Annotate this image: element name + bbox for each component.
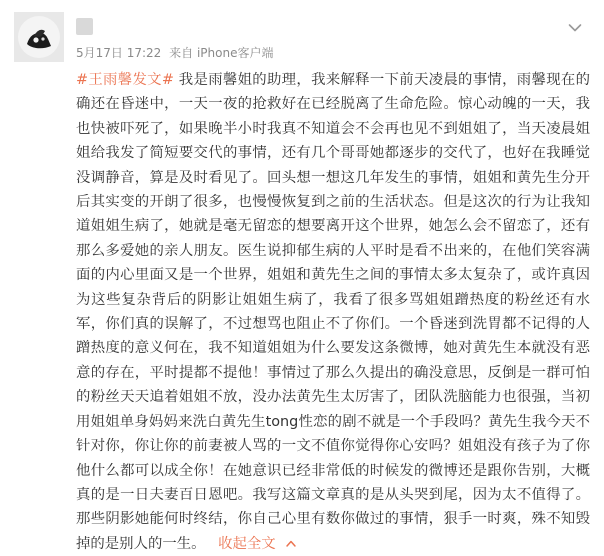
username-redacted[interactable] — [76, 18, 93, 35]
collapse-label: 收起全文 — [218, 535, 276, 552]
post-body: 我是雨馨姐的助理，我来解释一下前天凌晨的事情，雨馨现在的确还在昏迷中，一天一夜的抢救好在已经脱离了生命危险。惊心动魄的一天，我也快被吓死了，如果晚半小时我真不知道会不会再也见不到姐姐了，当天凌晨姐姐给我发了简短要交代的事情，还有几个哥哥她都逐步的交代了，也好在我睡觉没调静音，算是及时看见了。回头想一想这几年发生的事情，姐姐和黄先生分开后其实变的开朗了很多，也慢慢恢复到之前的生活状态。但是这次的行为让我知道姐姐生病了，她就是毫无留恋的想要离开这个世界，她怎么会不留恋了，还有那么多爱她的亲人朋友。医生说抑郁生病的人平时是看不出来的，在他们笑容满面的内心里面又是一个世界，姐姐和黄先生之间的事情太多太复杂了，或许真因为这些复杂背后的阴影让姐姐生病了，我看了很多骂姐姐蹭热度的粉丝还有水军，你们真的误解了，不过想骂也阻止不了你们。一个昏迷到洗胃都不记得的人蹭热度的意义何在，我不知道姐姐为什么要发这条微博，她对黄先生本就没有恶意的存在，平时提都不提他！事情过了那么久提出的确没意思，反倒是一群可怕的粉丝天天追着姐姐不放，没办法黄先生太厉害了，团队洗脑能力也很强，当初用姐姐单身妈妈来洗白黄先生tong性恋的剧不就是一个手段吗？黄先生我今天不针对你，你让你的前妻被人骂的一文不值你觉得你心安吗？姐姐没有孩子为了你他什么都可以成全你！在她意识已经非常低的时候发的微博还是跟你告别，大概真的是一日夫妻百日恩吧。我写这篇文章真的是从头哭到尾，因为太不值得了。那些阴影她能何时终结，你自己心里有数你做过的事情，狠手一时爽，殊不知毁掉的是别人的一生。 — [76, 72, 590, 552]
post-meta — [76, 44, 273, 61]
avatar-image — [14, 12, 64, 62]
caret-up-icon — [286, 540, 296, 547]
post-source: 来自 iPhone客户端 — [169, 46, 274, 60]
hashtag-link[interactable]: #王雨馨发文# — [76, 72, 174, 88]
post-date[interactable]: 5月17日 17:22 — [76, 46, 162, 60]
collapse-button[interactable] — [218, 536, 296, 552]
post-content — [76, 68, 590, 556]
chevron-down-icon[interactable] — [568, 18, 582, 28]
avatar[interactable] — [14, 12, 64, 62]
